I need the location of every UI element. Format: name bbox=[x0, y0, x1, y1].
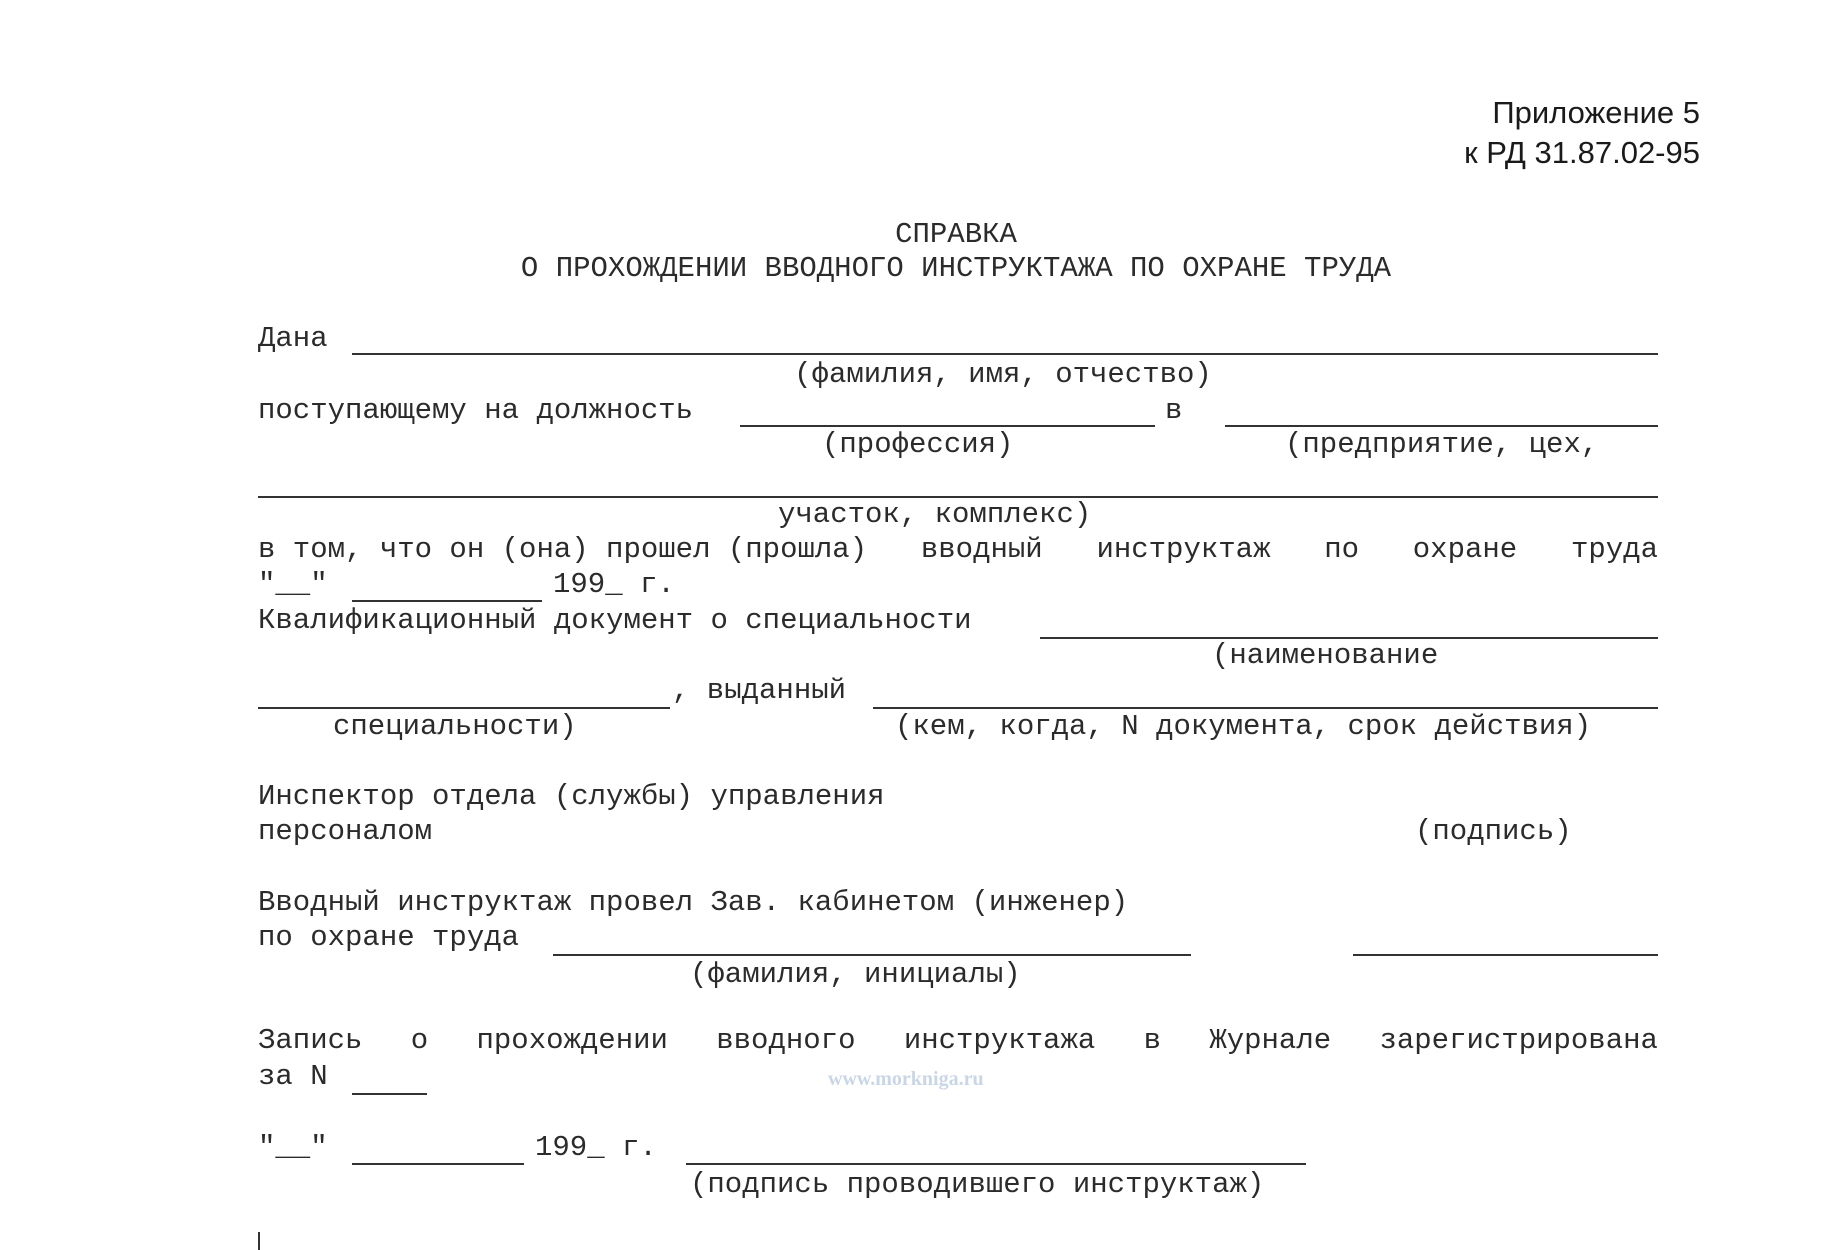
fio-caption: (фамилия, имя, отчество) bbox=[794, 358, 1212, 391]
date-day[interactable]: "__" bbox=[258, 568, 328, 601]
record-text: вводного bbox=[716, 1024, 856, 1057]
record-statement bbox=[258, 1024, 1658, 1058]
position-label: поступающему на должность bbox=[258, 394, 694, 427]
record-text: о bbox=[410, 1024, 429, 1057]
record-text: в bbox=[1143, 1024, 1161, 1057]
signature-caption: (подпись) bbox=[1415, 815, 1572, 848]
in-label: в bbox=[1165, 394, 1183, 427]
initials-caption: (фамилия, инициалы) bbox=[690, 958, 1021, 991]
appendix-number: Приложение 5 bbox=[1492, 95, 1700, 130]
name-caption: (наименование bbox=[1212, 639, 1439, 672]
issued-label: , выданный bbox=[672, 674, 847, 707]
qualification-label: Квалификационный документ о специальности bbox=[258, 604, 972, 637]
enterprise-field[interactable] bbox=[1225, 425, 1658, 427]
record-text: инструктажа bbox=[903, 1024, 1096, 1057]
record-text: Журнале bbox=[1209, 1024, 1332, 1057]
passed-text: инструктаж bbox=[1096, 533, 1271, 566]
conducted-by-label-cont: по охране труда bbox=[258, 921, 520, 954]
record-text: прохождении bbox=[476, 1024, 668, 1057]
fio-field[interactable] bbox=[352, 353, 1658, 355]
issued-by-field[interactable] bbox=[873, 707, 1658, 709]
final-date-day[interactable]: "__" bbox=[258, 1131, 328, 1164]
dana-label: Дана bbox=[258, 322, 328, 355]
record-text: Запись bbox=[258, 1024, 363, 1057]
inspector-title-cont: персоналом bbox=[258, 815, 433, 848]
document-subtitle: О ПРОХОЖДЕНИИ ВВОДНОГО ИНСТРУКТАЖА ПО ОХРАНЕ ТРУДА bbox=[520, 252, 1392, 285]
conductor-signature-field[interactable] bbox=[1353, 954, 1658, 956]
inspector-title: Инспектор отдела (службы) управления bbox=[258, 780, 885, 813]
specialty-field[interactable] bbox=[258, 707, 670, 709]
document-title: СПРАВКА bbox=[895, 218, 1017, 251]
appendix-document-ref: к РД 31.87.02-95 bbox=[1464, 135, 1700, 170]
profession-field[interactable] bbox=[740, 425, 1155, 427]
watermark-text: www.morkniga.ru bbox=[828, 1068, 984, 1090]
conductor-final-signature-field[interactable] bbox=[686, 1163, 1306, 1165]
passed-text: охране bbox=[1412, 533, 1518, 566]
issued-caption: (кем, когда, N документа, срок действия) bbox=[895, 710, 1592, 743]
initials-field[interactable] bbox=[553, 954, 1191, 956]
record-number-field[interactable] bbox=[352, 1093, 427, 1095]
passed-statement bbox=[258, 533, 1658, 567]
specialty-caption: специальности) bbox=[333, 710, 577, 743]
conductor-signature-caption: (подпись проводившего инструктаж) bbox=[690, 1168, 1265, 1201]
date-month-field[interactable] bbox=[352, 600, 542, 602]
date-year: 199_ г. bbox=[553, 568, 675, 601]
profession-caption: (профессия) bbox=[822, 428, 1014, 461]
passed-text: вводный bbox=[920, 533, 1043, 566]
passed-text: в том, что он (она) прошел (прошла) bbox=[258, 533, 868, 566]
passed-text: труда bbox=[1570, 533, 1658, 566]
record-text: зарегистрирована bbox=[1379, 1024, 1658, 1057]
final-date-month-field[interactable] bbox=[352, 1163, 524, 1165]
record-number-label: за N bbox=[258, 1060, 328, 1093]
enterprise-caption: (предприятие, цех, bbox=[1285, 428, 1599, 461]
area-caption: участок, комплекс) bbox=[778, 498, 1092, 531]
text-cursor-mark bbox=[258, 1232, 260, 1250]
final-date-year: 199_ г. bbox=[535, 1131, 657, 1164]
conducted-by-label: Вводный инструктаж провел Зав. кабинетом (инженер) bbox=[258, 886, 1129, 919]
passed-text: по bbox=[1324, 533, 1360, 566]
